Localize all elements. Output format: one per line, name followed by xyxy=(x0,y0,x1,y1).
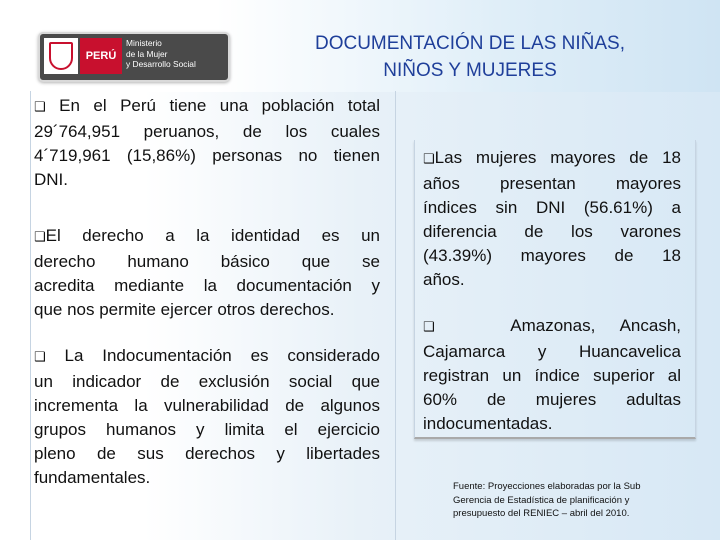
checkbox-bullet-icon: ❑ xyxy=(34,230,46,245)
left-paragraph-3: ❑ La Indocumentación es considerado un indicador de exclusión social que incrementa la vulnerabilidad de algunos grupos humanos y limita el ejercicio pleno de sus derechos y libertades fundamentales. xyxy=(34,346,380,487)
left-paragraph-1: ❑ En el Perú tiene una población total 29´764,951 peruanos, de los cuales 4´719,961 (15,86%) personas no tienen DNI. xyxy=(34,96,380,189)
page-title: DOCUMENTACIÓN DE LAS NIÑAS, NIÑOS Y MUJERES xyxy=(314,33,626,81)
peru-seal-icon xyxy=(44,38,78,74)
checkbox-bullet-icon: ❑ xyxy=(34,100,46,115)
checkbox-bullet-icon: ❑ xyxy=(423,152,435,167)
ministry-logo xyxy=(38,32,230,82)
checkbox-bullet-icon: ❑ xyxy=(34,350,46,365)
logo-ministry-name: Ministerio de la Mujer y Desarrollo Social xyxy=(126,38,196,69)
left-paragraph-2: ❑El derecho a la identidad es un derecho humano básico que se acredita mediante la documentación y que nos permite ejercer otros derechos. xyxy=(34,226,380,319)
right-paragraph-1: ❑Las mujeres mayores de 18 años presentan mayores índices sin DNI (56.61%) a diferencia de los varones (43.39%) mayores de 18 años. xyxy=(423,148,681,289)
source-note: Fuente: Proyecciones elaboradas por la Sub Gerencia de Estadística de planificación y presupuesto del RENIEC – abril del 2010. xyxy=(453,481,641,519)
right-paragraph-2: ❑ Amazonas, Ancash, Cajamarca y Huancavelica registran un índice superior al 60% de mujeres adultas indocumentadas. xyxy=(423,316,681,433)
logo-country: PERÚ xyxy=(80,38,122,74)
checkbox-bullet-icon: ❑ xyxy=(423,320,435,335)
